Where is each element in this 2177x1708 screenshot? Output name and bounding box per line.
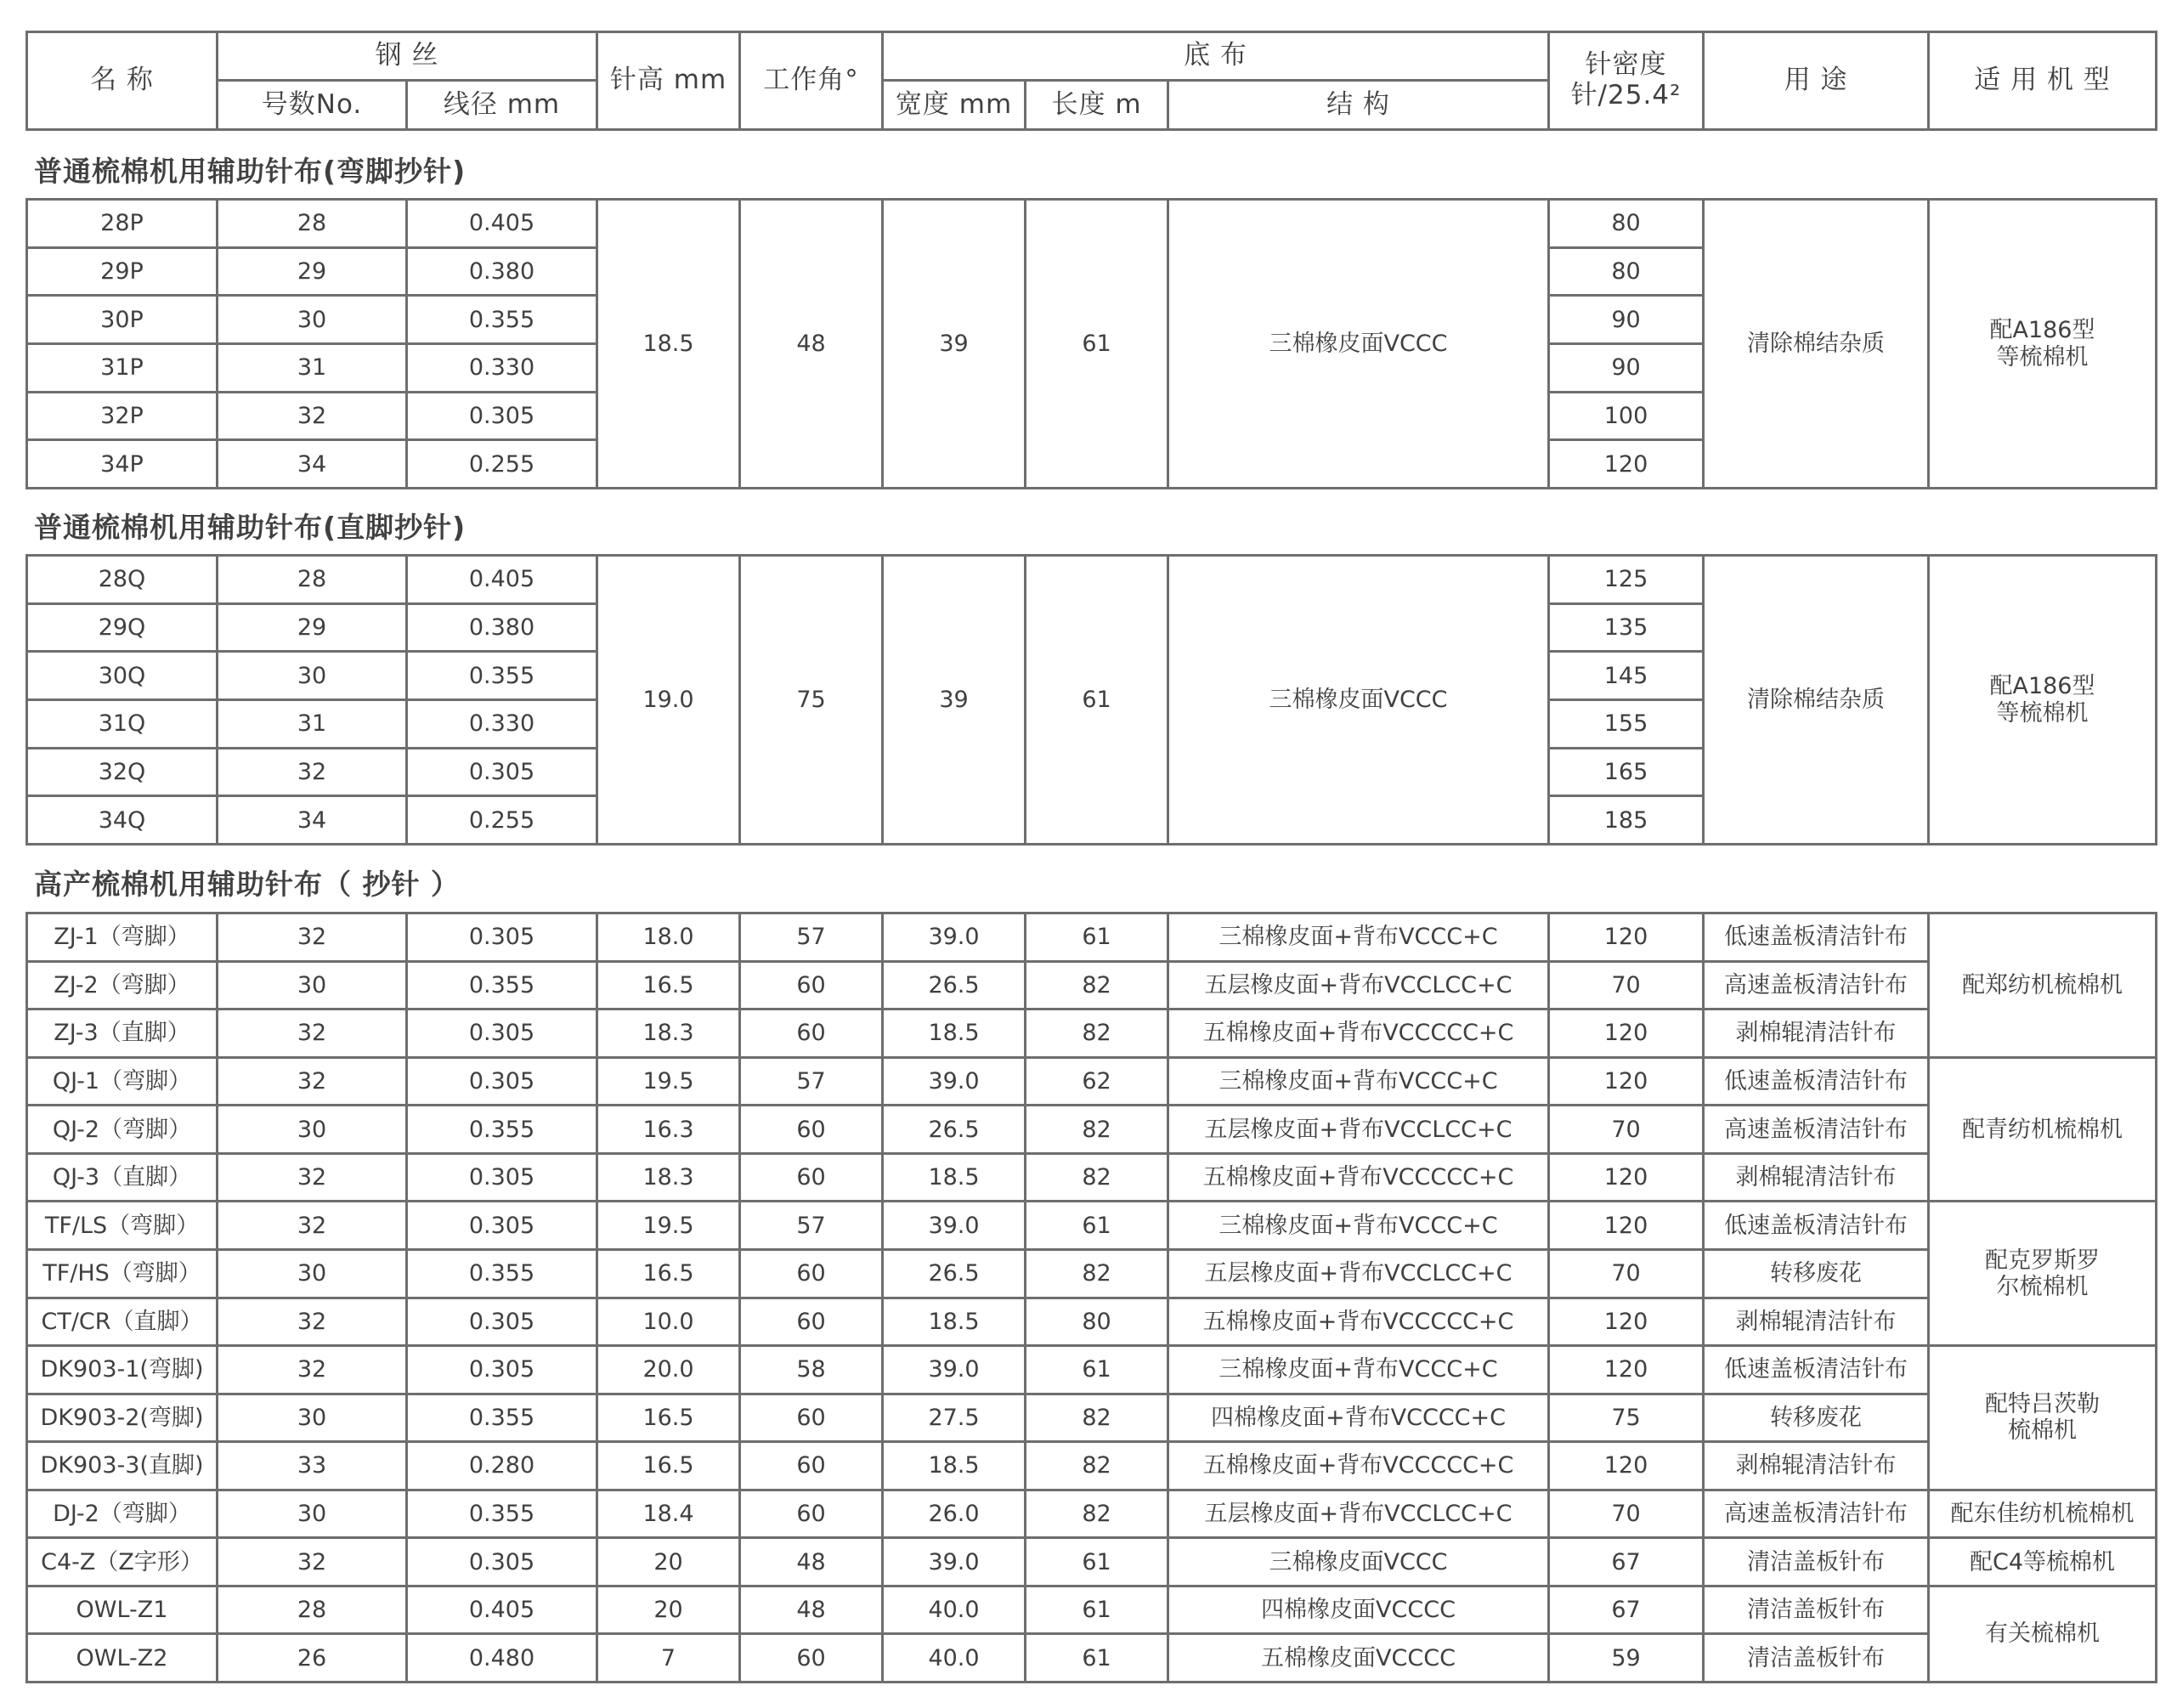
cell-no: 26	[218, 1634, 407, 1683]
cell-usage: 高速盖板清洁针布	[1704, 1106, 1929, 1154]
cell-length: 61	[1026, 1538, 1168, 1586]
header-width: 宽度 mm	[883, 81, 1026, 130]
cell-name: 30P	[27, 296, 218, 344]
cell-height: 10.0	[597, 1298, 740, 1346]
section-table	[25, 912, 2157, 1683]
cell-name: ZJ-1（弯脚）	[27, 913, 218, 962]
cell-dia: 0.355	[407, 1106, 597, 1154]
table-row	[27, 200, 2157, 248]
cell-usage: 高速盖板清洁针布	[1704, 1490, 1929, 1538]
cell-width: 18.5	[883, 1442, 1026, 1490]
cell-density: 70	[1549, 1106, 1704, 1154]
cell-structure: 五层橡皮面+背布VCCLCC+C	[1168, 961, 1549, 1010]
cell-angle: 60	[740, 1010, 883, 1058]
cell-length: 82	[1026, 961, 1168, 1010]
cell-density: 70	[1549, 1490, 1704, 1538]
cell-structure: 五棉橡皮面+背布VCCCCC+C	[1168, 1153, 1549, 1202]
cell-name: 28Q	[27, 556, 218, 604]
cell-dia: 0.305	[407, 748, 597, 796]
cell-height: 16.5	[597, 961, 740, 1010]
cell-density: 165	[1549, 748, 1704, 796]
cell-no: 28	[218, 556, 407, 604]
cell-width: 18.5	[883, 1298, 1026, 1346]
cell-dia: 0.305	[407, 1538, 597, 1586]
cell-name: OWL-Z1	[27, 1586, 218, 1634]
cell-usage: 低速盖板清洁针布	[1704, 913, 1929, 962]
cell-no: 30	[218, 296, 407, 344]
cell-dia: 0.280	[407, 1442, 597, 1490]
header-height: 针高 mm	[597, 32, 740, 130]
cell-usage: 低速盖板清洁针布	[1704, 1346, 1929, 1394]
cell-height: 19.5	[597, 1057, 740, 1106]
cell-dia: 0.305	[407, 1057, 597, 1106]
header-wire: 钢 丝	[218, 32, 597, 81]
cell-density: 67	[1549, 1586, 1704, 1634]
cell-density: 120	[1549, 1010, 1704, 1058]
cell-usage: 剥棉辊清洁针布	[1704, 1153, 1929, 1202]
cell-density: 80	[1549, 247, 1704, 296]
table-row	[27, 556, 2157, 604]
cell-structure: 三棉橡皮面+背布VCCC+C	[1168, 913, 1549, 962]
cell-name: 31P	[27, 343, 218, 392]
cell-density: 120	[1549, 1153, 1704, 1202]
header-usage: 用 途	[1704, 32, 1929, 130]
cell-structure: 三棉橡皮面+背布VCCC+C	[1168, 1346, 1549, 1394]
header-density: 针密度 针/25.4²	[1549, 32, 1704, 130]
cell-dia: 0.305	[407, 1346, 597, 1394]
cell-usage: 高速盖板清洁针布	[1704, 961, 1929, 1010]
cell-usage: 剥棉辊清洁针布	[1704, 1298, 1929, 1346]
cell-density: 90	[1549, 343, 1704, 392]
cell-width: 18.5	[883, 1010, 1026, 1058]
cell-length: 61	[1026, 1346, 1168, 1394]
section-title: 普通梳棉机用辅助针布(直脚抄针)	[34, 511, 467, 544]
header-length: 长度 m	[1026, 81, 1168, 130]
cell-dia: 0.305	[407, 392, 597, 440]
cell-no: 32	[218, 1346, 407, 1394]
cell-usage: 剥棉辊清洁针布	[1704, 1442, 1929, 1490]
table-row	[27, 1010, 2157, 1058]
cell-name: OWL-Z2	[27, 1634, 218, 1683]
cell-structure: 五棉橡皮面VCCCC	[1168, 1634, 1549, 1683]
cell-name: DK903-2(弯脚)	[27, 1394, 218, 1442]
cell-name: DJ-2（弯脚）	[27, 1490, 218, 1538]
cell-no: 34	[218, 796, 407, 845]
cell-density: 80	[1549, 200, 1704, 248]
cell-width: 40.0	[883, 1586, 1026, 1634]
cell-structure: 五棉橡皮面+背布VCCCCC+C	[1168, 1298, 1549, 1346]
cell-usage: 清除棉结杂质	[1704, 200, 1929, 489]
cell-angle: 60	[740, 961, 883, 1010]
cell-density: 67	[1549, 1538, 1704, 1586]
header-machine: 适 用 机 型	[1929, 32, 2157, 130]
cell-density: 59	[1549, 1634, 1704, 1683]
cell-angle: 60	[740, 1249, 883, 1298]
cell-length: 61	[1026, 1634, 1168, 1683]
cell-dia: 0.330	[407, 343, 597, 392]
cell-density: 125	[1549, 556, 1704, 604]
cell-dia: 0.330	[407, 699, 597, 748]
cell-dia: 0.355	[407, 961, 597, 1010]
cell-no: 33	[218, 1442, 407, 1490]
table-row	[27, 1442, 2157, 1490]
header-name: 名 称	[27, 32, 218, 130]
cell-dia: 0.305	[407, 1010, 597, 1058]
cell-name: 34Q	[27, 796, 218, 845]
table-row	[27, 1490, 2157, 1538]
cell-length: 61	[1026, 1586, 1168, 1634]
cell-density: 155	[1549, 699, 1704, 748]
cell-dia: 0.405	[407, 200, 597, 248]
cell-angle: 57	[740, 1202, 883, 1250]
cell-length: 62	[1026, 1057, 1168, 1106]
table-row	[27, 1057, 2157, 1106]
cell-name: TF/HS（弯脚）	[27, 1249, 218, 1298]
cell-dia: 0.305	[407, 1153, 597, 1202]
header-base: 底 布	[883, 32, 1549, 81]
cell-length: 61	[1026, 1202, 1168, 1250]
cell-no: 30	[218, 652, 407, 700]
section-title: 普通梳棉机用辅助针布(弯脚抄针)	[34, 155, 467, 188]
cell-angle: 48	[740, 1538, 883, 1586]
header-structure: 结 构	[1168, 81, 1549, 130]
cell-no: 32	[218, 1202, 407, 1250]
cell-height: 16.5	[597, 1442, 740, 1490]
cell-angle: 60	[740, 1490, 883, 1538]
cell-no: 32	[218, 1153, 407, 1202]
cell-no: 31	[218, 343, 407, 392]
cell-structure: 五棉橡皮面+背布VCCCCC+C	[1168, 1010, 1549, 1058]
cell-dia: 0.355	[407, 1394, 597, 1442]
cell-usage: 低速盖板清洁针布	[1704, 1057, 1929, 1106]
cell-angle: 60	[740, 1106, 883, 1154]
cell-dia: 0.255	[407, 796, 597, 845]
cell-width: 18.5	[883, 1153, 1026, 1202]
cell-width: 27.5	[883, 1394, 1026, 1442]
cell-usage: 转移废花	[1704, 1394, 1929, 1442]
cell-length: 82	[1026, 1106, 1168, 1154]
cell-angle: 48	[740, 1586, 883, 1634]
cell-length: 82	[1026, 1394, 1168, 1442]
table-row	[27, 1538, 2157, 1586]
cell-width: 39.0	[883, 1346, 1026, 1394]
cell-no: 31	[218, 699, 407, 748]
cell-structure: 五层橡皮面+背布VCCLCC+C	[1168, 1106, 1549, 1154]
table-row	[27, 1346, 2157, 1394]
cell-no: 32	[218, 1057, 407, 1106]
cell-structure: 三棉橡皮面VCCC	[1168, 200, 1549, 489]
cell-name: 28P	[27, 200, 218, 248]
cell-height: 20	[597, 1586, 740, 1634]
cell-width: 39	[883, 200, 1026, 489]
cell-height: 20.0	[597, 1346, 740, 1394]
cell-length: 82	[1026, 1442, 1168, 1490]
cell-angle: 75	[740, 556, 883, 845]
cell-name: ZJ-3（直脚）	[27, 1010, 218, 1058]
section-table	[25, 198, 2157, 489]
header-wire-dia: 线径 mm	[407, 81, 597, 130]
cell-dia: 0.355	[407, 296, 597, 344]
cell-density: 75	[1549, 1394, 1704, 1442]
cell-width: 26.5	[883, 961, 1026, 1010]
cell-dia: 0.305	[407, 1298, 597, 1346]
cell-name: 32Q	[27, 748, 218, 796]
cell-name: ZJ-2（弯脚）	[27, 961, 218, 1010]
cell-length: 61	[1026, 913, 1168, 962]
cell-height: 18.3	[597, 1010, 740, 1058]
cell-height: 16.3	[597, 1106, 740, 1154]
cell-structure: 三棉橡皮面+背布VCCC+C	[1168, 1057, 1549, 1106]
cell-dia: 0.305	[407, 1202, 597, 1250]
cell-density: 120	[1549, 1202, 1704, 1250]
cell-length: 82	[1026, 1490, 1168, 1538]
cell-width: 26.5	[883, 1106, 1026, 1154]
cell-density: 120	[1549, 913, 1704, 962]
cell-name: 29P	[27, 247, 218, 296]
cell-machine: 配郑纺机梳棉机	[1929, 913, 2157, 1058]
cell-structure: 三棉橡皮面VCCC	[1168, 1538, 1549, 1586]
cell-dia: 0.380	[407, 603, 597, 652]
cell-name: QJ-1（弯脚）	[27, 1057, 218, 1106]
cell-name: DK903-3(直脚)	[27, 1442, 218, 1490]
table-row	[27, 961, 2157, 1010]
cell-dia: 0.380	[407, 247, 597, 296]
cell-density: 145	[1549, 652, 1704, 700]
cell-usage: 清洁盖板针布	[1704, 1634, 1929, 1683]
cell-height: 7	[597, 1634, 740, 1683]
cell-dia: 0.355	[407, 652, 597, 700]
cell-machine: 配A186型 等梳棉机	[1929, 200, 2157, 489]
cell-no: 28	[218, 1586, 407, 1634]
cell-width: 26.5	[883, 1249, 1026, 1298]
table-row	[27, 1106, 2157, 1154]
cell-no: 32	[218, 1538, 407, 1586]
cell-structure: 五棉橡皮面+背布VCCCCC+C	[1168, 1442, 1549, 1490]
cell-angle: 57	[740, 1057, 883, 1106]
cell-structure: 五层橡皮面+背布VCCLCC+C	[1168, 1490, 1549, 1538]
cell-name: QJ-3（直脚）	[27, 1153, 218, 1202]
cell-angle: 60	[740, 1634, 883, 1683]
cell-angle: 58	[740, 1346, 883, 1394]
cell-dia: 0.355	[407, 1249, 597, 1298]
cell-dia: 0.405	[407, 1586, 597, 1634]
cell-no: 30	[218, 1490, 407, 1538]
cell-length: 82	[1026, 1249, 1168, 1298]
cell-usage: 清洁盖板针布	[1704, 1586, 1929, 1634]
cell-name: 31Q	[27, 699, 218, 748]
cell-width: 39	[883, 556, 1026, 845]
header-table	[25, 31, 2157, 131]
cell-angle: 60	[740, 1394, 883, 1442]
cell-no: 30	[218, 961, 407, 1010]
cell-height: 16.5	[597, 1249, 740, 1298]
cell-density: 70	[1549, 961, 1704, 1010]
cell-machine: 配A186型 等梳棉机	[1929, 556, 2157, 845]
cell-density: 120	[1549, 1298, 1704, 1346]
cell-name: DK903-1(弯脚)	[27, 1346, 218, 1394]
cell-length: 80	[1026, 1298, 1168, 1346]
cell-density: 120	[1549, 440, 1704, 489]
cell-structure: 四棉橡皮面VCCCC	[1168, 1586, 1549, 1634]
table-row	[27, 1202, 2157, 1250]
cell-width: 39.0	[883, 1202, 1026, 1250]
cell-angle: 57	[740, 913, 883, 962]
cell-no: 30	[218, 1394, 407, 1442]
section-title: 高产梳棉机用辅助针布（ 抄针 ）	[34, 868, 460, 901]
cell-length: 61	[1026, 200, 1168, 489]
cell-machine: 配特吕茨勒 梳棉机	[1929, 1346, 2157, 1490]
cell-name: CT/CR（直脚）	[27, 1298, 218, 1346]
section-table	[25, 554, 2157, 846]
cell-height: 18.3	[597, 1153, 740, 1202]
cell-angle: 48	[740, 200, 883, 489]
cell-usage: 清除棉结杂质	[1704, 556, 1929, 845]
table-row	[27, 1586, 2157, 1634]
cell-width: 39.0	[883, 1538, 1026, 1586]
cell-name: TF/LS（弯脚）	[27, 1202, 218, 1250]
table-row	[27, 1298, 2157, 1346]
cell-length: 82	[1026, 1010, 1168, 1058]
cell-angle: 60	[740, 1442, 883, 1490]
cell-length: 82	[1026, 1153, 1168, 1202]
cell-no: 28	[218, 200, 407, 248]
cell-machine: 配东佳纺机梳棉机	[1929, 1490, 2157, 1538]
cell-density: 120	[1549, 1442, 1704, 1490]
cell-name: 32P	[27, 392, 218, 440]
table-row	[27, 913, 2157, 962]
cell-no: 30	[218, 1106, 407, 1154]
cell-density: 100	[1549, 392, 1704, 440]
cell-machine: 有关梳棉机	[1929, 1586, 2157, 1682]
cell-density: 120	[1549, 1057, 1704, 1106]
cell-dia: 0.405	[407, 556, 597, 604]
cell-density: 70	[1549, 1249, 1704, 1298]
cell-dia: 0.480	[407, 1634, 597, 1683]
cell-machine: 配克罗斯罗 尔梳棉机	[1929, 1202, 2157, 1346]
cell-dia: 0.305	[407, 913, 597, 962]
cell-length: 61	[1026, 556, 1168, 845]
cell-density: 185	[1549, 796, 1704, 845]
cell-no: 29	[218, 603, 407, 652]
cell-density: 120	[1549, 1346, 1704, 1394]
cell-name: 34P	[27, 440, 218, 489]
cell-width: 39.0	[883, 1057, 1026, 1106]
cell-usage: 剥棉辊清洁针布	[1704, 1010, 1929, 1058]
table-row	[27, 1634, 2157, 1683]
cell-no: 32	[218, 392, 407, 440]
cell-structure: 五层橡皮面+背布VCCLCC+C	[1168, 1249, 1549, 1298]
cell-no: 32	[218, 913, 407, 962]
cell-no: 32	[218, 1298, 407, 1346]
cell-usage: 转移废花	[1704, 1249, 1929, 1298]
cell-no: 32	[218, 748, 407, 796]
cell-height: 16.5	[597, 1394, 740, 1442]
cell-no: 30	[218, 1249, 407, 1298]
cell-machine: 配青纺机梳棉机	[1929, 1057, 2157, 1202]
cell-usage: 低速盖板清洁针布	[1704, 1202, 1929, 1250]
cell-height: 19.5	[597, 1202, 740, 1250]
cell-structure: 三棉橡皮面+背布VCCC+C	[1168, 1202, 1549, 1250]
cell-name: 29Q	[27, 603, 218, 652]
cell-name: QJ-2（弯脚）	[27, 1106, 218, 1154]
table-row	[27, 1153, 2157, 1202]
cell-angle: 60	[740, 1298, 883, 1346]
cell-width: 26.0	[883, 1490, 1026, 1538]
cell-usage: 清洁盖板针布	[1704, 1538, 1929, 1586]
cell-no: 29	[218, 247, 407, 296]
header-wire-no: 号数No.	[218, 81, 407, 130]
table-row	[27, 1249, 2157, 1298]
cell-height: 18.4	[597, 1490, 740, 1538]
cell-density: 90	[1549, 296, 1704, 344]
cell-dia: 0.355	[407, 1490, 597, 1538]
cell-height: 18.0	[597, 913, 740, 962]
cell-width: 39.0	[883, 913, 1026, 962]
cell-height: 20	[597, 1538, 740, 1586]
cell-name: 30Q	[27, 652, 218, 700]
cell-structure: 四棉橡皮面+背布VCCCC+C	[1168, 1394, 1549, 1442]
cell-density: 135	[1549, 603, 1704, 652]
cell-height: 18.5	[597, 200, 740, 489]
cell-machine: 配C4等梳棉机	[1929, 1538, 2157, 1586]
cell-structure: 三棉橡皮面VCCC	[1168, 556, 1549, 845]
header-angle: 工作角°	[740, 32, 883, 130]
cell-no: 32	[218, 1010, 407, 1058]
cell-angle: 60	[740, 1153, 883, 1202]
cell-dia: 0.255	[407, 440, 597, 489]
table-row	[27, 1394, 2157, 1442]
cell-height: 19.0	[597, 556, 740, 845]
cell-width: 40.0	[883, 1634, 1026, 1683]
cell-name: C4-Z（Z字形）	[27, 1538, 218, 1586]
cell-no: 34	[218, 440, 407, 489]
